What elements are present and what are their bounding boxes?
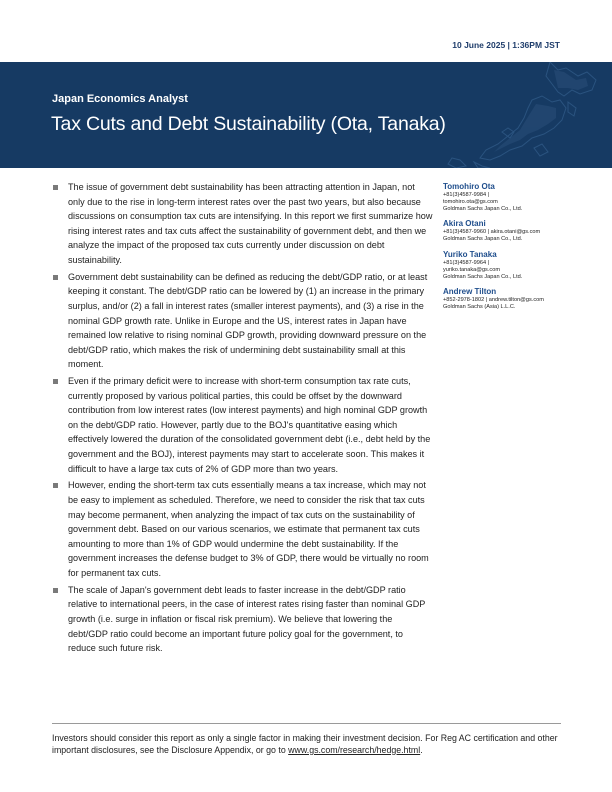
bullet-item: [52, 583, 433, 656]
author-entry: [443, 287, 573, 311]
author-entry: [443, 250, 573, 280]
author-phone: +81(3)4587-9964 |: [443, 259, 490, 266]
disclosure-notice: [52, 733, 564, 756]
author-contact[interactable]: +81(3)4587-9960 | akira.otani@gs.com: [443, 229, 541, 236]
disclosure-link[interactable]: www.gs.com/research/hedge.html: [288, 744, 421, 755]
bullet-square-icon: [53, 483, 58, 488]
author-name[interactable]: Tomohiro Ota: [443, 182, 495, 191]
author-phone: +81(3)4587-9984 |: [443, 192, 490, 198]
bullet-item: [52, 180, 433, 268]
bullet-item: [52, 374, 433, 476]
author-firm: Goldman Sachs Japan Co., Ltd.: [443, 273, 523, 280]
author-firm: Goldman Sachs Japan Co., Ltd.: [443, 205, 523, 212]
bullet-square-icon: [53, 379, 58, 384]
bullet-item: [52, 270, 433, 372]
bullet-text: Even if the primary deficit were to increase with short-term consumption tax rate cuts, currently proposed by various political parties, this could be offset by the downward contribution from low interest rates (low interest payments) and high nominal GDP growth on the debt/GDP ratio. However, partly due to the BOJ's quantitative easing which effectively lowered the duration of the consolidated government debt (i.e., debt held by the government and the BOJ), interest payments may start to accelerate soon. This makes it difficult to have a large tax cuts of 2% of GDP more than two years.: [68, 376, 431, 474]
author-contact[interactable]: +852-2978-1802 | andrew.tilton@gs.com: [443, 297, 544, 304]
report-date: 10 June 2025 | 1:36PM JST: [452, 40, 560, 50]
bullet-text: The issue of government debt sustainability has been attracting attention in Japan, not only due to the rise in long-term interest rates over the past two years, but also because discussions on consumption tax cuts are intensifying. In this report we first summarize how rising interest rates and tax cuts affect the sustainability of government debt, and then we analyze the impact of the proposed tax cuts currently under discussion on debt sustainability.: [68, 182, 433, 265]
disclosure-text: Investors should consider this report as only a single factor in making their investment decision. For Reg AC certification and other important disclosures, see the Disclosure Appendix, or go to: [52, 733, 558, 755]
bullet-text: Government debt sustainability can be defined as reducing the debt/GDP ratio, or at least keeping it constant. The debt/GDP ratio can be lowered by (1) an increase in the primary surplus, and/or (2) a fall in interest rates (smaller interest payments), and (3) a rise in the nominal GDP growth rate. Unlike in Europe and the US, interest rates in Japan have remained low relative to rising nominal GDP growth, providing downward pressure on the debt/GDP ratio, which makes the risk of undermining debt sustainability small at this moment.: [68, 271, 428, 370]
author-email[interactable]: tomohiro.ota@gs.com: [443, 198, 498, 205]
footer-divider: [52, 723, 561, 724]
bullet-text: The scale of Japan's government debt leads to faster increase in the debt/GDP ratio relative to international peers, in the case of interest rates rising faster than nominal GDP growth (i.e. surge in inflation or fiscal risk premium). We believe that lowering the debt/GDP ratio could become an important future policy goal for the government, to reduce such future risk.: [68, 584, 426, 654]
author-name[interactable]: Andrew Tilton: [443, 287, 497, 297]
author-email[interactable]: yuriko.tanaka@gs.com: [443, 266, 500, 273]
bullet-square-icon: [53, 588, 58, 593]
bullet-item: [52, 478, 433, 580]
report-title: Tax Cuts and Debt Sustainability (Ota, Tanaka): [51, 113, 446, 135]
author-name[interactable]: Akira Otani: [443, 219, 486, 229]
disclosure-suffix: .: [420, 744, 423, 755]
series-label: Japan Economics Analyst: [52, 93, 188, 105]
author-sidebar: [443, 182, 573, 318]
bullet-square-icon: [53, 185, 58, 190]
author-entry: [443, 219, 573, 243]
bullet-text: However, ending the short-term tax cuts essentially means a tax increase, which may not be easy to implement as scheduled. Therefore, we need to consider the risk that tax cuts may become permanent, when analyzing the impact of tax cuts on the sustainability of government debt. Based on our various scenarios, we estimate that permanent tax cuts amounting to more than 1% of GDP would undermine the debt sustainability. If the government increases the defense budget to 3% of GDP, there would be virtually no room for permanent tax cuts.: [68, 480, 429, 578]
author-name[interactable]: Yuriko Tanaka: [443, 249, 497, 259]
author-firm: Goldman Sachs (Asia) L.L.C.: [443, 304, 516, 311]
summary-bullets: [52, 180, 433, 658]
bullet-square-icon: [53, 275, 58, 280]
author-firm: Goldman Sachs Japan Co., Ltd.: [443, 236, 523, 243]
author-entry: [443, 182, 573, 212]
